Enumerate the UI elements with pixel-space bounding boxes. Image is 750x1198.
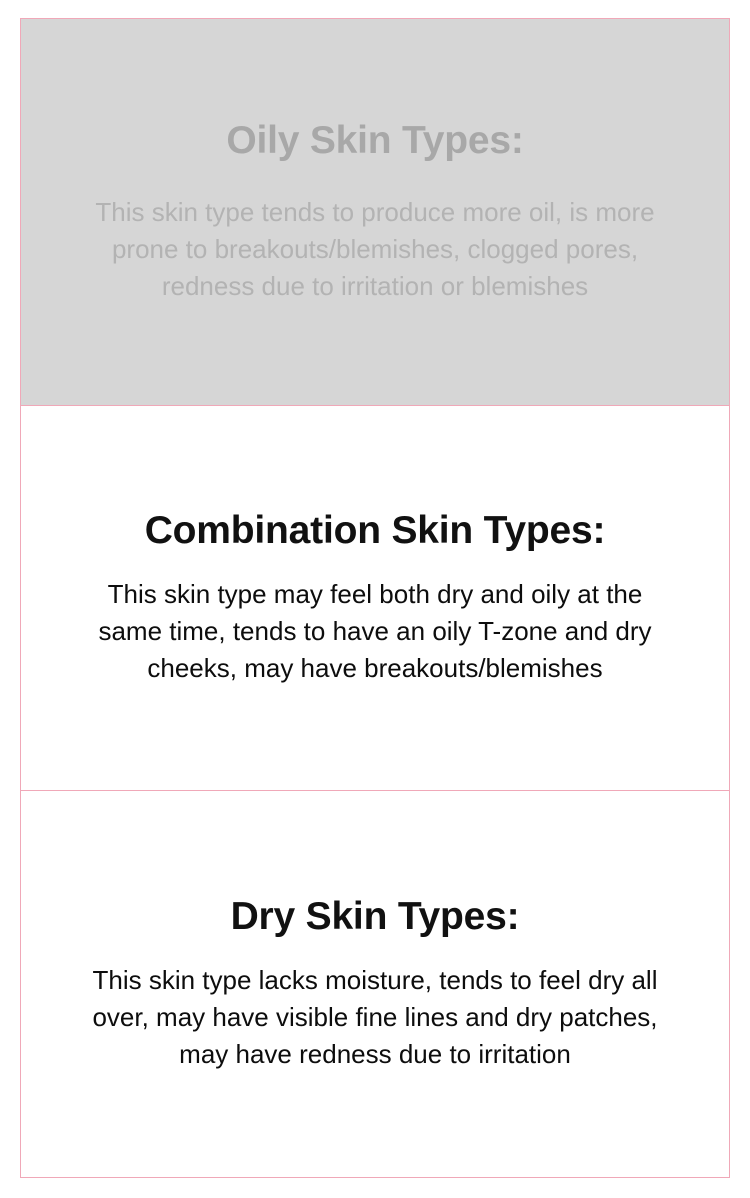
skin-type-description-combination: This skin type may feel both dry and oily at the same time, tends to have an oily T-zone and dry cheeks, may have breakouts/blemishes: [98, 579, 652, 683]
skin-type-option-combination[interactable]: [21, 406, 729, 792]
skin-type-card-stack: [20, 18, 730, 1178]
skin-type-title-combination: Combination Skin Types:: [144, 509, 606, 553]
skin-type-description-dry: This skin type lacks moisture, tends to feel dry all over, may have visible fine lines and dry patches, may have redness due to irritation: [92, 965, 658, 1070]
skin-type-option-dry[interactable]: [21, 791, 729, 1177]
skin-type-title-dry: Dry Skin Types:: [230, 895, 520, 939]
skin-type-option-oily[interactable]: [21, 19, 729, 406]
skin-type-title-oily: Oily Skin Types:: [226, 119, 524, 163]
skin-type-description-oily: This skin type tends to produce more oil, is more prone to breakouts/blemishes, clogged pores, redness due to irritation or blemishes: [95, 196, 655, 301]
